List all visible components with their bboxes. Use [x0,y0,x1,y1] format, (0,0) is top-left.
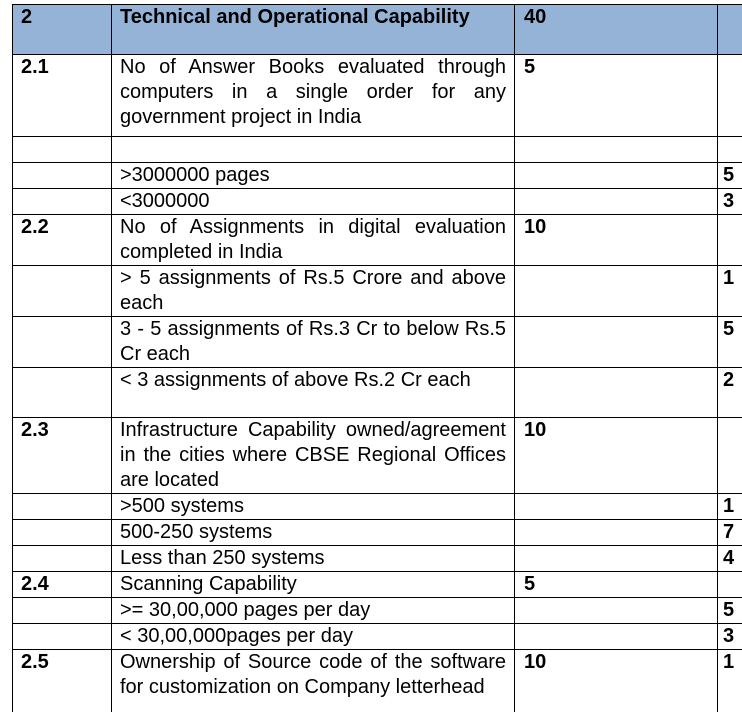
criterion-number [13,163,112,189]
criterion-max-marks: 10 [515,418,718,494]
table-row [13,137,742,163]
table-row [13,189,742,215]
criterion-max-marks [515,189,718,215]
evaluation-criteria-table [12,4,742,712]
criterion-description: < 3 assignments of above Rs.2 Cr each [112,368,515,418]
table-row [13,494,742,520]
table-row [13,368,742,418]
criterion-sub-marks: 2 [718,368,742,418]
table-row [13,650,742,712]
criterion-description: Scanning Capability [112,572,515,598]
table-row [13,266,742,317]
criterion-sub-marks: 1 [718,494,742,520]
criterion-number [13,520,112,546]
criterion-max-marks: 10 [515,650,718,712]
criterion-sub-marks: 3 [718,189,742,215]
criterion-description: >3000000 pages [112,163,515,189]
section-max-marks: 40 [515,5,718,55]
table-row [13,215,742,266]
table-row [13,520,742,546]
table-row [13,598,742,624]
criterion-description: 3 - 5 assignments of Rs.3 Cr to below Rs.5 Cr each [112,317,515,368]
criterion-number [13,266,112,317]
criterion-description: <3000000 [112,189,515,215]
criterion-sub-marks: 5 [718,598,742,624]
criterion-max-marks [515,163,718,189]
criterion-max-marks [515,317,718,368]
criterion-max-marks [515,137,718,163]
criterion-sub-marks: 5 [718,317,742,368]
criterion-max-marks [515,494,718,520]
criterion-max-marks [515,520,718,546]
criterion-number: 2.4 [13,572,112,598]
criterion-number [13,189,112,215]
table-row [13,55,742,137]
criterion-description: < 30,00,000pages per day [112,624,515,650]
table-row [13,317,742,368]
criterion-sub-marks: 5 [718,163,742,189]
criterion-max-marks [515,546,718,572]
criterion-number: 2.1 [13,55,112,137]
criterion-description [112,137,515,163]
section-sub-marks [718,5,742,55]
criterion-sub-marks: 3 [718,624,742,650]
table-row [13,163,742,189]
criterion-max-marks [515,624,718,650]
section-number: 2 [13,5,112,55]
criterion-max-marks [515,266,718,317]
table-row [13,572,742,598]
criterion-sub-marks: 1 [718,266,742,317]
criterion-sub-marks: 4 [718,546,742,572]
criterion-sub-marks [718,572,742,598]
criterion-number [13,494,112,520]
table-row [13,418,742,494]
criterion-sub-marks [718,55,742,137]
criterion-number [13,546,112,572]
criterion-description: No of Answer Books evaluated through computers in a single order for any government project in India [112,55,515,137]
criterion-description: Less than 250 systems [112,546,515,572]
criterion-sub-marks: 7 [718,520,742,546]
criterion-max-marks [515,368,718,418]
criterion-description: Ownership of Source code of the software for customization on Company letterhead [112,650,515,712]
table-header-row [13,5,742,55]
criterion-sub-marks: 1 [718,650,742,712]
criterion-number [13,317,112,368]
criterion-sub-marks [718,215,742,266]
criterion-number [13,368,112,418]
criterion-number: 2.3 [13,418,112,494]
criterion-description: > 5 assignments of Rs.5 Crore and above each [112,266,515,317]
criterion-sub-marks [718,418,742,494]
criterion-number [13,598,112,624]
criterion-description: >500 systems [112,494,515,520]
criterion-description: >= 30,00,000 pages per day [112,598,515,624]
criterion-number: 2.5 [13,650,112,712]
criterion-number [13,624,112,650]
section-title: Technical and Operational Capability [112,5,515,55]
criterion-max-marks: 5 [515,572,718,598]
criterion-max-marks: 5 [515,55,718,137]
criterion-number [13,137,112,163]
criterion-description: 500-250 systems [112,520,515,546]
table-row [13,624,742,650]
criterion-sub-marks [718,137,742,163]
criterion-max-marks: 10 [515,215,718,266]
criterion-max-marks [515,598,718,624]
criterion-description: No of Assignments in digital evaluation completed in India [112,215,515,266]
criterion-number: 2.2 [13,215,112,266]
criterion-description: Infrastructure Capability owned/agreement in the cities where CBSE Regional Offices are located [112,418,515,494]
table-row [13,546,742,572]
